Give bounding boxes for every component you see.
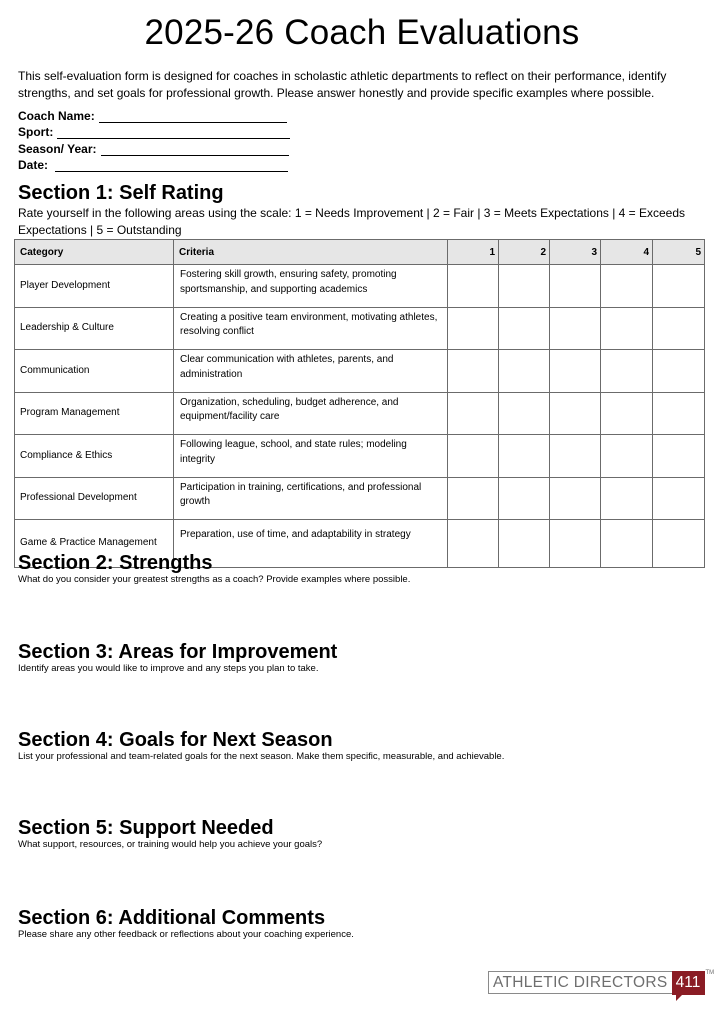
speech-tail-icon: [676, 994, 683, 1001]
header-rating-2: 2: [499, 240, 550, 265]
rating-cell-2[interactable]: [499, 435, 550, 478]
rating-cell-4[interactable]: [601, 520, 653, 568]
category-cell: Player Development: [15, 265, 174, 308]
criteria-cell: Preparation, use of time, and adaptability in strategy: [174, 520, 448, 568]
category-cell: Game & Practice Management: [15, 520, 174, 568]
coach-name-label: Coach Name:: [18, 108, 95, 123]
header-rating-1: 1: [448, 240, 499, 265]
rating-cell-5[interactable]: [653, 435, 705, 478]
coach-name-field[interactable]: [18, 106, 706, 123]
criteria-cell: Following league, school, and state rules; modeling integrity: [174, 435, 448, 478]
header-category: Category: [15, 240, 174, 265]
rating-cell-3[interactable]: [550, 520, 601, 568]
section-1-title: Section 1: Self Rating: [18, 182, 224, 204]
rating-cell-5[interactable]: [653, 350, 705, 393]
category-cell: Leadership & Culture: [15, 307, 174, 350]
rating-cell-4[interactable]: [601, 477, 653, 520]
coach-name-line[interactable]: [99, 110, 287, 123]
section-5: [18, 817, 322, 851]
header-rating-3: 3: [550, 240, 601, 265]
rating-cell-2[interactable]: [499, 307, 550, 350]
category-cell: Compliance & Ethics: [15, 435, 174, 478]
sport-line[interactable]: [57, 126, 290, 139]
table-row: [15, 435, 705, 478]
section-3-title: Section 3: Areas for Improvement: [18, 641, 338, 663]
season-year-field[interactable]: [18, 139, 706, 156]
rating-cell-1[interactable]: [448, 435, 499, 478]
date-line[interactable]: [55, 159, 288, 172]
self-rating-table: [14, 239, 705, 568]
section-3: [18, 641, 337, 675]
section-6: [18, 907, 354, 941]
rating-cell-5[interactable]: [653, 307, 705, 350]
section-3-description: Identify areas you would like to improve and any steps you plan to take.: [18, 663, 319, 674]
season-year-label: Season/ Year:: [18, 141, 97, 156]
date-label: Date:: [18, 158, 49, 172]
rating-cell-2[interactable]: [499, 477, 550, 520]
rating-cell-4[interactable]: [601, 392, 653, 435]
table-row: [15, 307, 705, 350]
rating-cell-5[interactable]: [653, 477, 705, 520]
rating-cell-1[interactable]: [448, 392, 499, 435]
rating-cell-1[interactable]: [448, 265, 499, 308]
section-2-description: What do you consider your greatest strengths as a coach? Provide examples where possible.: [18, 574, 411, 585]
rating-cell-1[interactable]: [448, 350, 499, 393]
logo-text: ATHLETIC DIRECTORS: [488, 971, 672, 994]
sport-label: Sport:: [18, 125, 54, 139]
rating-cell-3[interactable]: [550, 307, 601, 350]
criteria-cell: Participation in training, certifications, and professional growth: [174, 477, 448, 520]
rating-cell-4[interactable]: [601, 265, 653, 308]
rating-cell-2[interactable]: [499, 350, 550, 393]
table-row: [15, 392, 705, 435]
rating-cell-2[interactable]: [499, 520, 550, 568]
header-rating-4: 4: [601, 240, 653, 265]
category-cell: Communication: [15, 350, 174, 393]
header-criteria: Criteria: [174, 240, 448, 265]
rating-cell-4[interactable]: [601, 307, 653, 350]
category-cell: Program Management: [15, 392, 174, 435]
date-field[interactable]: [18, 156, 706, 173]
rating-cell-3[interactable]: [550, 435, 601, 478]
rating-cell-1[interactable]: [448, 307, 499, 350]
rating-cell-5[interactable]: [653, 265, 705, 308]
rating-cell-3[interactable]: [550, 477, 601, 520]
logo-number-badge: [672, 971, 705, 995]
table-row: [15, 265, 705, 308]
section-6-title: Section 6: Additional Comments: [18, 907, 326, 929]
sport-field[interactable]: [18, 123, 706, 140]
section-5-title: Section 5: Support Needed: [18, 817, 274, 839]
season-year-line[interactable]: [101, 143, 289, 156]
criteria-cell: Fostering skill growth, ensuring safety, promoting sportsmanship, and supporting academics: [174, 265, 448, 308]
rating-cell-1[interactable]: [448, 520, 499, 568]
rating-cell-2[interactable]: [499, 265, 550, 308]
section-4-description: List your professional and team-related goals for the next season. Make them specific, measurable, and achievable.: [18, 751, 505, 762]
section-4: [18, 729, 504, 763]
category-cell: Professional Development: [15, 477, 174, 520]
table-row: [15, 477, 705, 520]
rating-cell-1[interactable]: [448, 477, 499, 520]
rating-cell-3[interactable]: [550, 265, 601, 308]
rating-cell-5[interactable]: [653, 520, 705, 568]
intro-paragraph: This self-evaluation form is designed for coaches in scholastic athletic departments to reflect on their performance, identify strengths, and set goals for professional growth. Please answer honestly and provide specific examples where possible.: [18, 69, 667, 100]
criteria-cell: Organization, scheduling, budget adherence, and equipment/facility care: [174, 392, 448, 435]
rating-cell-2[interactable]: [499, 392, 550, 435]
section-2-title: Section 2: Strengths: [18, 552, 213, 574]
section-6-description: Please share any other feedback or reflections about your coaching experience.: [18, 929, 354, 940]
header-rating-5: 5: [653, 240, 705, 265]
table-row: [15, 350, 705, 393]
rating-cell-4[interactable]: [601, 435, 653, 478]
athletic-directors-411-logo: [488, 971, 714, 995]
section-2: [18, 552, 410, 586]
rating-cell-3[interactable]: [550, 350, 601, 393]
section-1-description: Rate yourself in the following areas using the scale: 1 = Needs Improvement | 2 = Fair | 3 = Meets Expectations | 4 = Exceeds Expectations | 5 = Outstanding: [18, 206, 686, 237]
criteria-cell: Creating a positive team environment, motivating athletes, resolving conflict: [174, 307, 448, 350]
trademark-mark: TM: [705, 970, 715, 976]
table-header-row: [15, 240, 705, 265]
info-fields: [18, 106, 706, 172]
page-title: 2025-26 Coach Evaluations: [144, 13, 580, 52]
rating-cell-3[interactable]: [550, 392, 601, 435]
rating-cell-4[interactable]: [601, 350, 653, 393]
rating-cell-5[interactable]: [653, 392, 705, 435]
logo-number: 411: [675, 974, 701, 991]
section-4-title: Section 4: Goals for Next Season: [18, 729, 333, 751]
section-5-description: What support, resources, or training would help you achieve your goals?: [18, 839, 323, 850]
criteria-cell: Clear communication with athletes, parents, and administration: [174, 350, 448, 393]
